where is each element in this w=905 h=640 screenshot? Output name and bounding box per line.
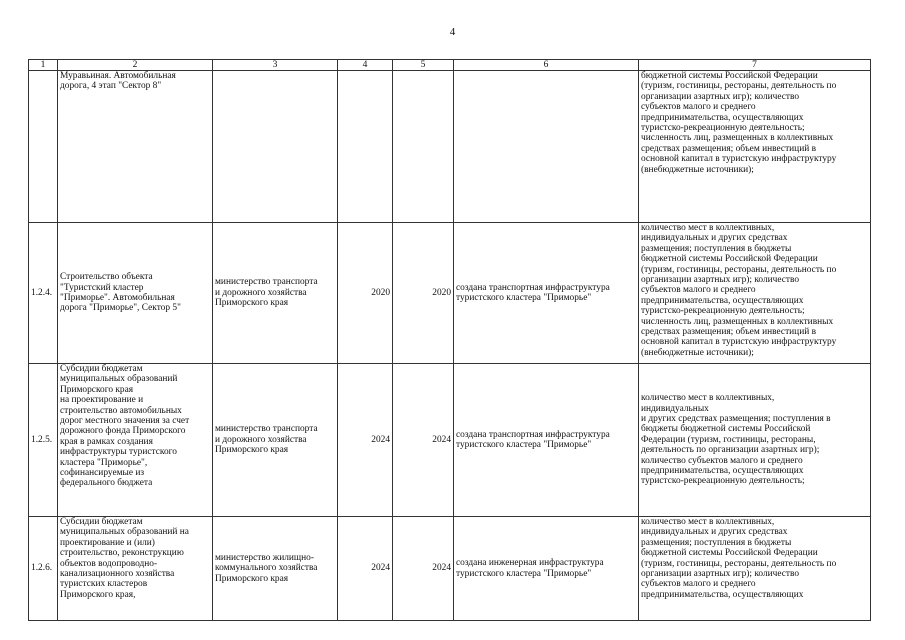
indicators: количество мест в коллективных, индивидуальных и других средствах размещения; поступления в бюджеты бюджетной системы Российской Федерации (туризм, гостиницы, рестораны, деятельность по организации азартных игр); количество субъектов малого и среднего предпринимательства, осуществляющих туристско-рекреационную деятельность; [639,364,871,517]
column-number: 4 [338,60,393,71]
row-number: 1.2.6. [29,517,58,621]
expected-result: создана транспортная инфраструктура туристского кластера "Приморье" [454,223,639,364]
start-year: 2024 [338,517,393,621]
start-year: 2024 [338,364,393,517]
executor: министерство транспорта и дорожного хозяйства Приморского края [213,223,338,364]
start-year [338,71,393,223]
indicators: бюджетной системы Российской Федерации (туризм, гостиницы, рестораны, деятельность по организации азартных игр); количество субъектов малого и среднего предпринимательства, осуществляющих туристско-рекреационную деятельность; численность лиц, размещенных в коллективных средствах размещения; объем инвестиций в основной капитал в туристскую инфраструктуру (внебюджетные источники); [639,71,871,223]
executor: министерство жилищно- коммунального хозяйства Приморского края [213,517,338,621]
table-row [29,364,871,517]
row-number: 1.2.5. [29,364,58,517]
column-number: 6 [454,60,639,71]
expected-result [454,71,639,223]
end-year: 2024 [393,364,454,517]
column-number: 5 [393,60,454,71]
measure-name: Субсидии бюджетам муниципальных образований Приморского края на проектирование и строительство автомобильных дорог местного значения за счет дорожного фонда Приморского края в рамках создания инфраструктуры туристского кластера "Приморье", софинансируемые из федерального бюджета [58,364,213,517]
indicators: количество мест в коллективных, индивидуальных и других средствах размещения; поступления в бюджеты бюджетной системы Российской Федерации (туризм, гостиницы, рестораны, деятельность по организации азартных игр); количество субъектов малого и среднего предпринимательства, осуществляющих туристско-рекреационную деятельность; численность лиц, размещенных в коллективных средствах размещения; объем инвестиций в основной капитал в туристскую инфраструктуру (внебюджетные источники); [639,223,871,364]
end-year: 2024 [393,517,454,621]
column-number-row [29,60,871,71]
column-number: 7 [639,60,871,71]
measure-name: Строительство объекта "Туристский кластер "Приморье". Автомобильная дорога "Приморье", Сектор 5" [58,223,213,364]
column-number: 2 [58,60,213,71]
table-row [29,517,871,621]
indicators: количество мест в коллективных, индивидуальных и других средствах размещения; поступления в бюджеты бюджетной системы Российской Федерации (туризм, гостиницы, рестораны, деятельность по организации азартных игр); количество субъектов малого и среднего предпринимательства, осуществляющих [639,517,871,621]
column-number: 1 [29,60,58,71]
page-number: 4 [449,26,456,38]
plan-table [28,59,871,621]
measure-name: Муравьиная. Автомобильная дорога, 4 этап "Сектор 8" [58,71,213,223]
executor [213,71,338,223]
table-row [29,223,871,364]
row-number: 1.2.4. [29,223,58,364]
row-number [29,71,58,223]
column-number: 3 [213,60,338,71]
start-year: 2020 [338,223,393,364]
end-year [393,71,454,223]
expected-result: создана инженерная инфраструктура туристского кластера "Приморье" [454,517,639,621]
measure-name: Субсидии бюджетам муниципальных образований на проектирование и (или) строительство, реконструкцию объектов водопроводно- канализационного хозяйства туристских кластеров Приморского края, [58,517,213,621]
expected-result: создана транспортная инфраструктура туристского кластера "Приморье" [454,364,639,517]
executor: министерство транспорта и дорожного хозяйства Приморского края [213,364,338,517]
table-row [29,71,871,223]
end-year: 2020 [393,223,454,364]
